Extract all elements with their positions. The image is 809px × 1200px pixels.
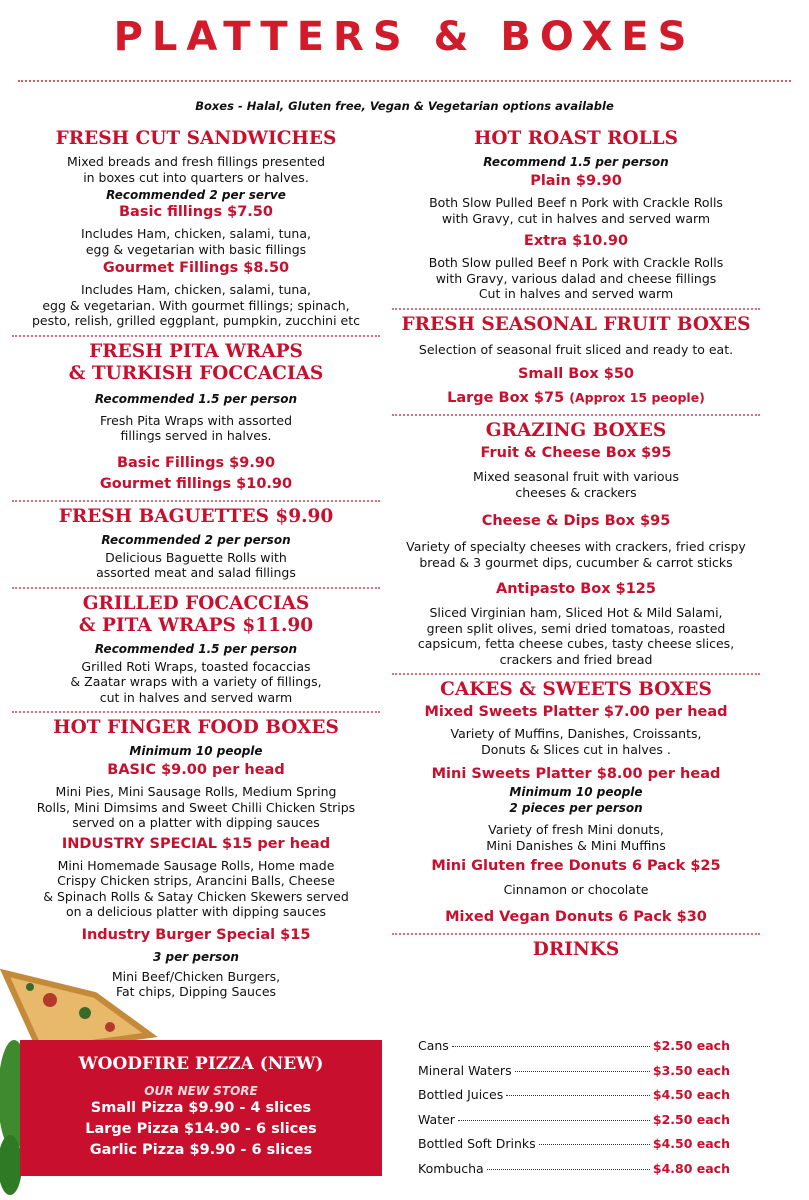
section-title: GRILLED FOCACCIAS	[82, 592, 310, 614]
description: Donuts & Slices cut in halves .	[481, 741, 671, 757]
recommendation-note: Recommended 1.5 per person	[94, 391, 298, 406]
drink-price: $3.50 each	[652, 1062, 730, 1078]
pizza-item: Large Pizza $14.90 - 6 slices	[85, 1121, 317, 1137]
drink-row	[418, 1087, 730, 1112]
section-title: CAKES & SWEETS BOXES	[440, 679, 712, 700]
drink-name: Kombucha	[418, 1160, 484, 1176]
description: Variety of Muffins, Danishes, Croissants,	[450, 726, 702, 741]
menu-item-title: Gourmet Fillings $8.50	[102, 260, 290, 276]
large-box-note: (Approx 15 people)	[569, 390, 705, 405]
section-divider	[392, 414, 760, 416]
description: & Zaatar wraps with a variety of fillings,	[70, 674, 322, 689]
description: on a delicious platter with dipping sauces	[65, 904, 327, 919]
description: Fat chips, Dipping Sauces	[115, 984, 277, 999]
drink-price: $4.50 each	[652, 1136, 730, 1152]
description: capsicum, fetta cheese cubes, tasty cheese slices,	[417, 636, 735, 651]
recommendation-note: Recommended 2 per person	[101, 532, 291, 547]
menu-item-title: Gourmet fillings $10.90	[99, 475, 293, 492]
section-title: FRESH CUT SANDWICHES	[55, 128, 337, 149]
drink-price: $4.80 each	[652, 1160, 730, 1176]
menu-item-title: Cheese & Dips Box $95	[481, 513, 671, 529]
pizza-item: Garlic Pizza $9.90 - 6 slices	[89, 1142, 313, 1158]
recommendation-note: Recommended 1.5 per person	[94, 641, 298, 656]
section-divider	[392, 308, 760, 310]
description: crackers and fried bread	[499, 651, 653, 667]
dot-leader	[458, 1120, 650, 1121]
recommendation-note: Recommended 2 per serve	[106, 188, 286, 202]
dot-leader	[487, 1169, 650, 1170]
description: Cinnamon or chocolate	[503, 882, 649, 897]
description: Mini Beef/Chicken Burgers,	[111, 968, 281, 984]
menu-item-title: Mixed Vegan Donuts 6 Pack $30	[445, 908, 707, 925]
menu-item-title: Antipasto Box $125	[496, 581, 656, 597]
section-divider	[392, 673, 760, 675]
description: Cut in halves and served warm	[478, 286, 674, 301]
section-baguettes	[12, 506, 380, 581]
section-finger-food	[12, 717, 380, 1000]
right-column	[392, 128, 760, 961]
description: Delicious Baguette Rolls with	[105, 549, 287, 565]
description: Fresh Pita Wraps with assorted	[99, 412, 293, 428]
drink-name: Mineral Waters	[418, 1062, 512, 1078]
page-title: PLATTERS & BOXES	[113, 14, 696, 60]
section-grazing-boxes	[392, 420, 760, 667]
section-title: HOT ROAST ROLLS	[473, 128, 679, 149]
drink-name: Bottled Soft Drinks	[418, 1136, 536, 1152]
section-title: FRESH BAGUETTES $9.90	[58, 505, 334, 527]
drinks-title: DRINKS	[532, 938, 620, 960]
dot-leader	[452, 1046, 650, 1047]
drink-price: $4.50 each	[652, 1087, 730, 1103]
section-title: FRESH PITA WRAPS	[89, 340, 303, 362]
drink-name: Bottled Juices	[418, 1087, 504, 1103]
menu-item-title: Plain $9.90	[530, 173, 622, 189]
description: with Gravy, cut in halves and served warm	[441, 210, 711, 226]
section-title: HOT FINGER FOOD BOXES	[53, 717, 339, 738]
recommendation-note: 2 pieces per person	[509, 801, 643, 815]
recommendation-note: 3 per person	[153, 949, 239, 964]
drink-name: Cans	[418, 1038, 449, 1053]
description: Variety of fresh Mini donuts,	[488, 822, 664, 837]
description: Includes Ham, chicken, salami, tuna,	[81, 226, 311, 241]
description: Sliced Virginian ham, Sliced Hot & Mild Salami,	[429, 605, 723, 620]
section-divider	[12, 711, 380, 713]
description: egg & vegetarian with basic fillings	[85, 241, 307, 257]
menu-item-title: Mini Gluten free Donuts 6 Pack $25	[431, 858, 721, 874]
section-title: & PITA WRAPS $11.90	[78, 614, 314, 636]
menu-item-title: Basic Fillings $9.90	[116, 454, 276, 471]
menu-item-title: Basic fillings $7.50	[119, 204, 273, 220]
pizza-item: Small Pizza $9.90 - 4 slices	[90, 1100, 312, 1116]
woodfire-pizza-box	[20, 1040, 382, 1176]
drink-row	[418, 1038, 730, 1063]
description: Crispy Chicken strips, Arancini Balls, Cheese	[57, 873, 335, 888]
description: Mini Pies, Mini Sausage Rolls, Medium Spring	[55, 784, 337, 799]
description: Both Slow Pulled Beef n Pork with Crackle Rolls	[429, 195, 723, 210]
description: pesto, relish, grilled eggplant, pumpkin, zucchini etc	[31, 313, 360, 328]
drinks-list	[418, 1038, 730, 1186]
section-cakes-sweets	[392, 679, 760, 927]
description: bread & 3 gourmet dips, cucumber & carrot sticks	[419, 554, 733, 570]
section-grilled	[12, 593, 380, 706]
description: cheeses & crackers	[515, 484, 637, 500]
menu-item-title: Industry Burger Special $15	[81, 926, 311, 943]
pizza-title: WOODFIRE PIZZA (NEW)	[78, 1054, 324, 1074]
drink-price: $2.50 each	[652, 1111, 730, 1127]
section-divider	[12, 587, 380, 589]
pizza-store-label: OUR NEW STORE	[144, 1084, 258, 1098]
description: Mini Homemade Sausage Rolls, Home made	[57, 857, 335, 873]
subtitle: Boxes - Halal, Gluten free, Vegan & Vegetarian options available	[195, 99, 614, 113]
description: Selection of seasonal fruit sliced and ready to eat.	[418, 341, 734, 357]
title-divider	[18, 80, 791, 82]
menu-item-title: Mini Sweets Platter $8.00 per head	[431, 766, 721, 782]
description: Rolls, Mini Dimsims and Sweet Chilli Chicken Strips	[36, 799, 356, 815]
drink-row	[418, 1161, 730, 1186]
section-title: GRAZING BOXES	[485, 420, 667, 441]
drink-price: $2.50 each	[652, 1038, 730, 1053]
recommendation-note: Minimum 10 people	[509, 785, 643, 799]
dot-leader	[506, 1095, 650, 1096]
menu-item-title: INDUSTRY SPECIAL $15 per head	[61, 835, 331, 852]
description: served on a platter with dipping sauces	[72, 815, 320, 830]
description: Variety of specialty cheeses with crackers, fried crispy	[406, 539, 746, 554]
section-divider	[392, 933, 760, 935]
recommendation-note: Minimum 10 people	[129, 744, 263, 758]
section-sandwiches	[12, 128, 380, 329]
dot-leader	[539, 1144, 650, 1145]
dot-leader	[515, 1071, 650, 1072]
description: Mini Danishes & Mini Muffins	[486, 837, 666, 853]
description: fillings served in halves.	[120, 428, 272, 443]
menu-item-title	[392, 388, 760, 408]
description: Mixed breads and fresh fillings presented	[66, 154, 326, 169]
description: in boxes cut into quarters or halves.	[83, 169, 309, 185]
section-divider	[12, 335, 380, 337]
menu-item-title: BASIC $9.00 per head	[107, 762, 285, 778]
section-divider	[12, 500, 380, 502]
drink-row	[418, 1112, 730, 1137]
drink-row	[418, 1063, 730, 1088]
description: Includes Ham, chicken, salami, tuna,	[81, 282, 311, 297]
section-roast-rolls	[392, 128, 760, 302]
description: assorted meat and salad fillings	[96, 565, 296, 580]
description: with Gravy, various dalad and cheese fillings	[435, 270, 717, 286]
description: green split olives, semi dried tomatoas, roasted	[426, 620, 726, 636]
description: egg & vegetarian. With gourmet fillings; spinach,	[42, 297, 350, 313]
menu-item-title: Small Box $50	[517, 366, 634, 382]
description: & Spinach Rolls & Satay Chicken Skewers served	[43, 888, 349, 904]
section-title: FRESH SEASONAL FRUIT BOXES	[401, 313, 751, 335]
section-title: & TURKISH FOCCACIAS	[68, 362, 324, 384]
large-box-price: Large Box $75	[447, 390, 565, 406]
menu-item-title: Mixed Sweets Platter $7.00 per head	[424, 704, 728, 720]
left-column	[12, 128, 380, 1000]
recommendation-note: Recommend 1.5 per person	[483, 155, 669, 169]
section-pita-wraps	[12, 341, 380, 494]
description: Mixed seasonal fruit with various	[473, 469, 679, 484]
description: Both Slow pulled Beef n Pork with Crackle Rolls	[428, 255, 724, 270]
description: cut in halves and served warm	[99, 689, 293, 705]
menu-item-title: Fruit & Cheese Box $95	[480, 445, 672, 461]
drink-name: Water	[418, 1111, 455, 1127]
menu-item-title: Extra $10.90	[523, 233, 629, 249]
drink-row	[418, 1136, 730, 1161]
section-fruit-boxes	[392, 314, 760, 409]
description: Grilled Roti Wraps, toasted focaccias	[81, 658, 311, 674]
